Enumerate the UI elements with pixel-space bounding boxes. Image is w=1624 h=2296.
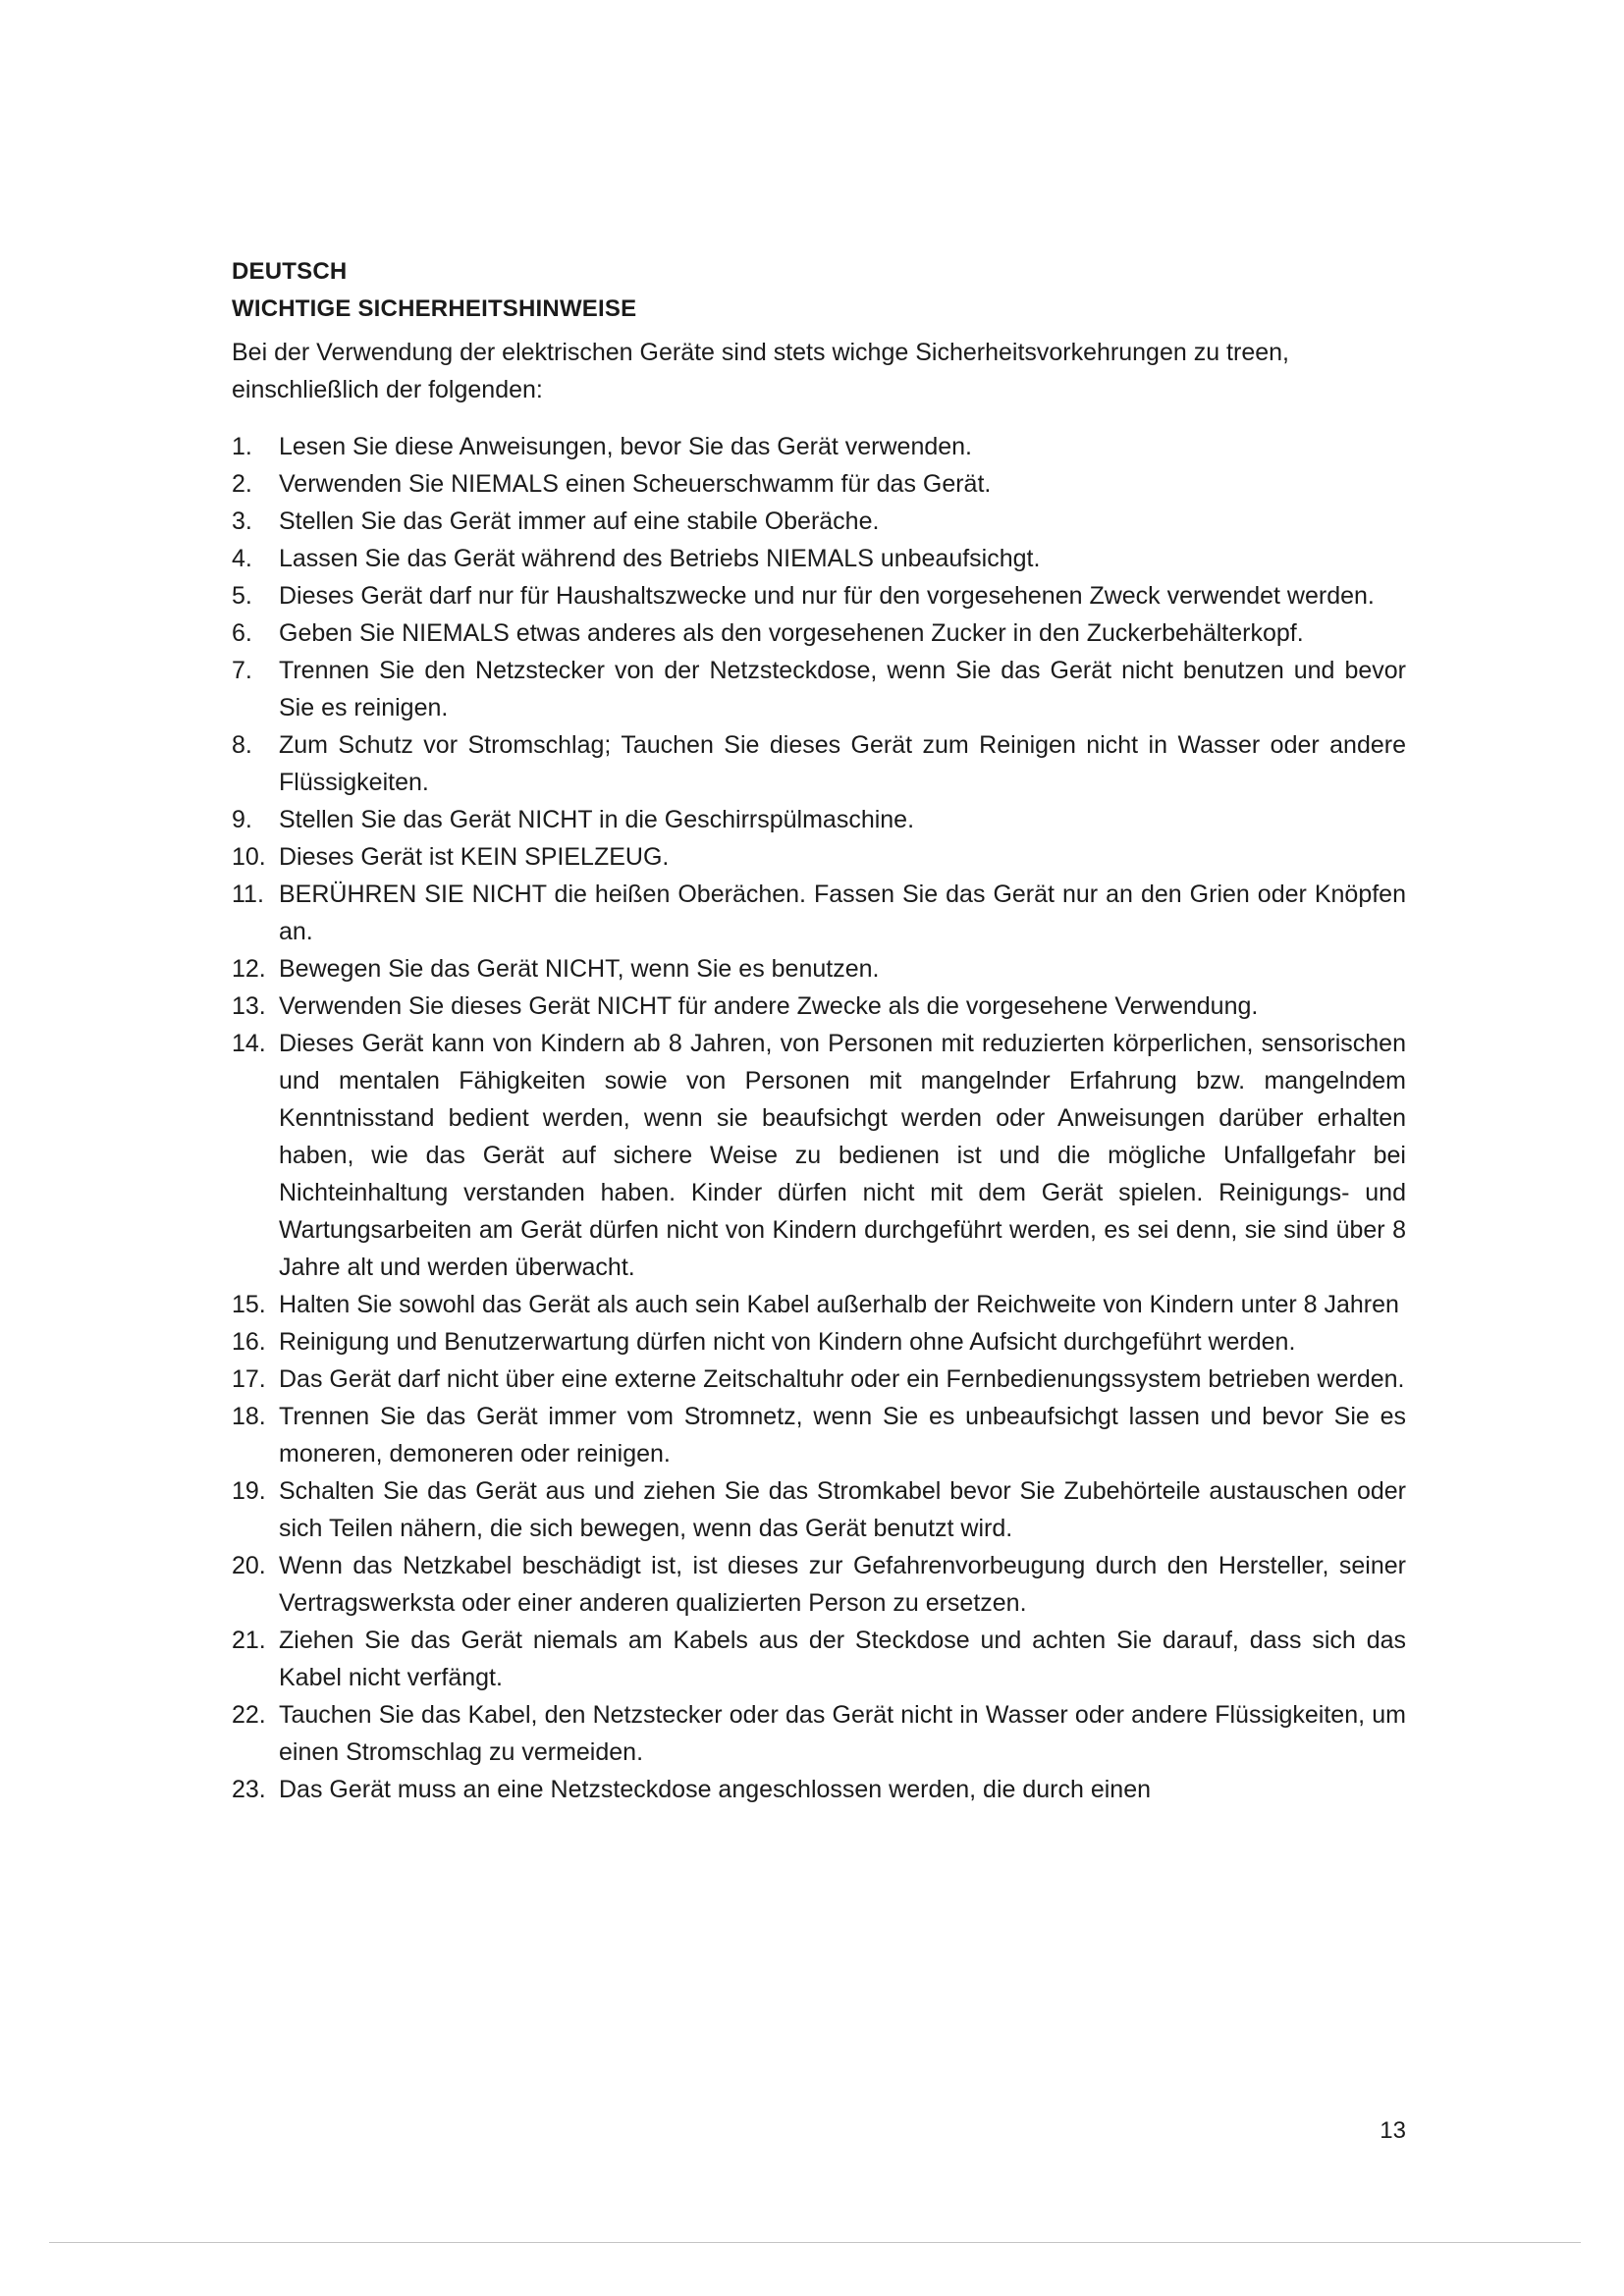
list-item bbox=[232, 1472, 1406, 1547]
list-item-text: Tauchen Sie das Kabel, den Netzstecker oder das Gerät nicht in Wasser oder andere Flüssigkeiten, um einen Stromschlag zu vermeiden. bbox=[279, 1701, 1406, 1766]
list-item-number: 13. bbox=[232, 992, 266, 1020]
list-item bbox=[232, 577, 1406, 614]
list-item-number: 2. bbox=[232, 470, 252, 498]
list-item bbox=[232, 950, 1406, 988]
list-item bbox=[232, 465, 1406, 503]
list-item bbox=[232, 1398, 1406, 1472]
list-item bbox=[232, 1025, 1406, 1286]
section-title: WICHTIGE SICHERHEITSHINWEISE bbox=[232, 295, 637, 322]
list-item-number: 4. bbox=[232, 545, 252, 572]
intro-paragraph: Bei der Verwendung der elektrischen Geräte sind stets wichge Sicherheitsvorkehrungen zu treen, einschließlich der folgenden: bbox=[232, 339, 1289, 403]
list-item-text: Das Gerät muss an eine Netzsteckdose angeschlossen werden, die durch einen bbox=[279, 1776, 1152, 1803]
list-item-number: 20. bbox=[232, 1552, 266, 1579]
list-item-text: Schalten Sie das Gerät aus und ziehen Sie das Stromkabel bevor Sie Zubehörteile austauschen oder sich Teilen nähern, die sich bewegen, wenn das Gerät benutzt wird. bbox=[279, 1477, 1406, 1542]
document-body bbox=[232, 253, 1406, 1808]
language-heading: DEUTSCH bbox=[232, 258, 348, 285]
list-item bbox=[232, 428, 1406, 465]
list-item-text: Stellen Sie das Gerät immer auf eine stabile Oberäche. bbox=[279, 507, 880, 535]
list-item bbox=[232, 1771, 1406, 1808]
list-item bbox=[232, 1286, 1406, 1323]
list-item-number: 7. bbox=[232, 657, 252, 684]
list-item-text: Trennen Sie den Netzstecker von der Netzsteckdose, wenn Sie das Gerät nicht benutzen und bevor Sie es reinigen. bbox=[279, 657, 1406, 721]
list-item-number: 8. bbox=[232, 731, 252, 759]
list-item-number: 10. bbox=[232, 843, 266, 871]
list-item-text: Stellen Sie das Gerät NICHT in die Geschirrspülmaschine. bbox=[279, 806, 915, 833]
list-item-number: 5. bbox=[232, 582, 252, 610]
list-item-text: Dieses Gerät kann von Kindern ab 8 Jahren, von Personen mit reduzierten körperlichen, sensorischen und mentalen Fähigkeiten sowie von Personen mit mangelnder Erfahrung bzw. mangelndem Kenntnisstand bedient werden, wenn sie beaufsichgt werden oder Anweisungen darüber erhalten haben, wie das Gerät auf sichere Weise zu bedienen ist und die mögliche Unfallgefahr bei Nichteinhaltung verstanden haben. Kinder dürfen nicht mit dem Gerät spielen. Reinigungs- und Wartungsarbeiten am Gerät dürfen nicht von Kindern durchgeführt werden, es sei denn, sie sind über 8 Jahre alt und werden überwacht. bbox=[279, 1030, 1406, 1281]
footer-divider bbox=[49, 2242, 1581, 2243]
list-item-text: Wenn das Netzkabel beschädigt ist, ist dieses zur Gefahrenvorbeugung durch den Hersteller, seiner Vertragswerksta oder einer anderen qualizierten Person zu ersetzen. bbox=[279, 1552, 1406, 1617]
list-item bbox=[232, 652, 1406, 726]
list-item-text: Bewegen Sie das Gerät NICHT, wenn Sie es benutzen. bbox=[279, 955, 880, 983]
list-item bbox=[232, 503, 1406, 540]
list-item-number: 6. bbox=[232, 619, 252, 647]
page-number: 13 bbox=[1380, 2117, 1406, 2144]
list-item bbox=[232, 1622, 1406, 1696]
list-item-text: Dieses Gerät darf nur für Haushaltszwecke und nur für den vorgesehenen Zweck verwendet werden. bbox=[279, 582, 1375, 610]
list-item-number: 23. bbox=[232, 1776, 266, 1803]
list-item-text: Zum Schutz vor Stromschlag; Tauchen Sie dieses Gerät zum Reinigen nicht in Wasser oder andere Flüssigkeiten. bbox=[279, 731, 1406, 796]
list-item bbox=[232, 1323, 1406, 1361]
list-item-number: 21. bbox=[232, 1627, 266, 1654]
list-item-text: Reinigung und Benutzerwartung dürfen nicht von Kindern ohne Aufsicht durchgeführt werden. bbox=[279, 1328, 1296, 1356]
list-item-number: 1. bbox=[232, 433, 252, 460]
list-item-text: BERÜHREN SIE NICHT die heißen Oberächen. Fassen Sie das Gerät nur an den Grien oder Knöpfen an. bbox=[279, 881, 1406, 945]
safety-instructions-list bbox=[232, 428, 1406, 1808]
list-item bbox=[232, 614, 1406, 652]
list-item-text: Dieses Gerät ist KEIN SPIELZEUG. bbox=[279, 843, 670, 871]
list-item-text: Trennen Sie das Gerät immer vom Stromnetz, wenn Sie es unbeaufsichgt lassen und bevor Sie es moneren, demoneren oder reinigen. bbox=[279, 1403, 1406, 1468]
list-item bbox=[232, 1696, 1406, 1771]
list-item-number: 18. bbox=[232, 1403, 266, 1430]
list-item-text: Halten Sie sowohl das Gerät als auch sein Kabel außerhalb der Reichweite von Kindern unter 8 Jahren bbox=[279, 1291, 1399, 1318]
list-item-text: Lassen Sie das Gerät während des Betriebs NIEMALS unbeaufsichgt. bbox=[279, 545, 1041, 572]
list-item-number: 15. bbox=[232, 1291, 266, 1318]
list-item-number: 11. bbox=[232, 881, 264, 908]
list-item-text: Lesen Sie diese Anweisungen, bevor Sie das Gerät verwenden. bbox=[279, 433, 973, 460]
list-item bbox=[232, 540, 1406, 577]
list-item-text: Verwenden Sie NIEMALS einen Scheuerschwamm für das Gerät. bbox=[279, 470, 992, 498]
list-item-number: 14. bbox=[232, 1030, 266, 1057]
list-item-number: 9. bbox=[232, 806, 252, 833]
list-item bbox=[232, 988, 1406, 1025]
list-item-text: Geben Sie NIEMALS etwas anderes als den vorgesehenen Zucker in den Zuckerbehälterkopf. bbox=[279, 619, 1304, 647]
list-item-number: 3. bbox=[232, 507, 252, 535]
list-item-number: 17. bbox=[232, 1365, 266, 1393]
list-item-number: 22. bbox=[232, 1701, 266, 1729]
list-item-number: 12. bbox=[232, 955, 266, 983]
list-item-text: Das Gerät darf nicht über eine externe Zeitschaltuhr oder ein Fernbedienungssystem betrieben werden. bbox=[279, 1365, 1405, 1393]
list-item-text: Verwenden Sie dieses Gerät NICHT für andere Zwecke als die vorgesehene Verwendung. bbox=[279, 992, 1259, 1020]
list-item-number: 19. bbox=[232, 1477, 266, 1505]
list-item-text: Ziehen Sie das Gerät niemals am Kabels aus der Steckdose und achten Sie darauf, dass sich das Kabel nicht verfängt. bbox=[279, 1627, 1406, 1691]
list-item bbox=[232, 1361, 1406, 1398]
list-item bbox=[232, 838, 1406, 876]
list-item bbox=[232, 726, 1406, 801]
list-item-number: 16. bbox=[232, 1328, 266, 1356]
list-item bbox=[232, 876, 1406, 950]
list-item bbox=[232, 1547, 1406, 1622]
list-item bbox=[232, 801, 1406, 838]
